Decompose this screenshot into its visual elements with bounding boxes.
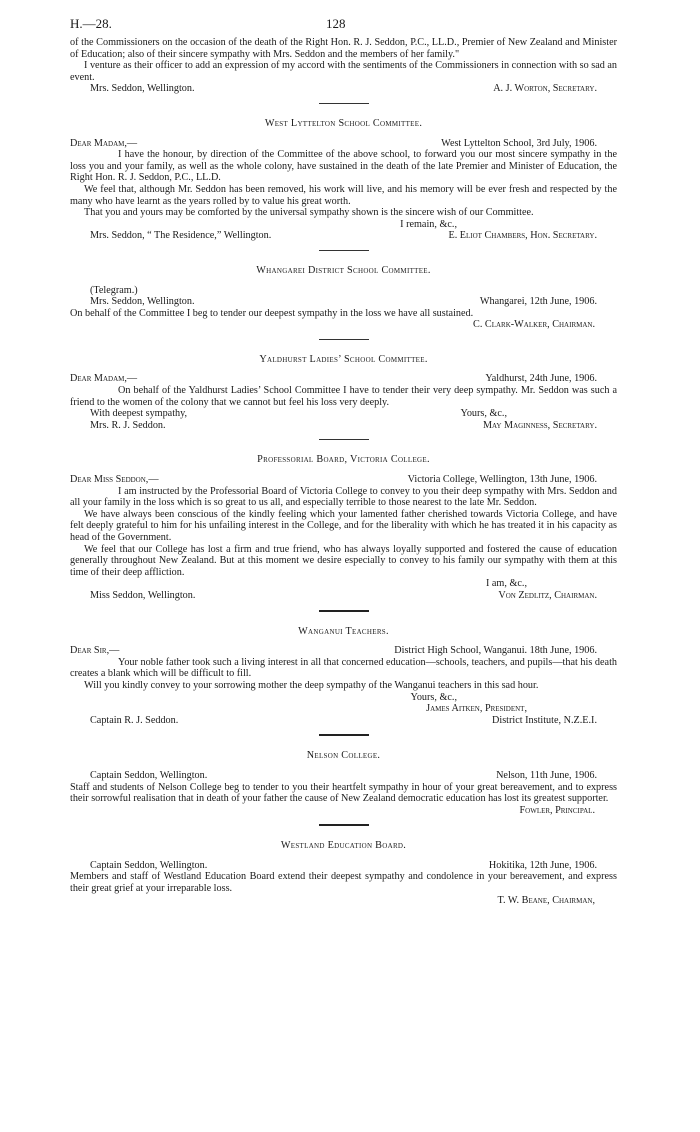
- letter-paragraph: Will you kindly convey to your sorrowing mother the deep sympathy of the Wanganui teachers in this sad hour.: [84, 679, 539, 691]
- letter-paragraph: We have always been conscious of the kindly feeling which your lamented father cherished towards Victoria College, and have felt deeply grateful to him for his unfailing interest in the College, and for the liberality with which he has treated it in his capacity as head of the Government.: [70, 508, 617, 543]
- addressee: Captain Seddon, Wellington.: [90, 769, 208, 781]
- page-body: [70, 37, 617, 906]
- address-row: [70, 296, 617, 308]
- place-date: Yaldhurst, 24th June, 1906.: [485, 373, 597, 385]
- signature: May Maginness, Secretary.: [482, 419, 597, 431]
- whangarei-section: [70, 265, 617, 340]
- page-number: 128: [326, 16, 346, 31]
- section-divider: [319, 250, 369, 251]
- with-sympathy: With deepest sympathy,: [90, 408, 188, 420]
- section-title: Yaldhurst Ladies’ School Committee.: [259, 353, 428, 365]
- nelson-section: [70, 750, 617, 826]
- letter-paragraph: On behalf of the Committee I beg to tender our deepest sympathy in the loss we have all sustained.: [70, 307, 474, 319]
- closing-row: [70, 408, 617, 420]
- letter-paragraph: Staff and students of Nelson College beg to tender to you their heartfelt sympathy in hour of your great bereavement, and to express their sorrowful realisation that in death of your father the cause of New Zealand democratic education has lost its greatest supporter.: [70, 781, 617, 805]
- intro-paragraph-2: I venture as their officer to add an expression of my accord with the sentiments of the Commissioners in connection with so sad an event.: [70, 60, 617, 83]
- intro-signature: A. J. Worton, Secretary.: [493, 83, 597, 95]
- page-header-ref: H.—28.: [70, 16, 112, 31]
- salutation-row: [70, 474, 617, 486]
- section-divider: [319, 610, 369, 612]
- telegram-note: (Telegram.): [90, 284, 138, 296]
- salutation: Dear Madam,—: [70, 373, 138, 385]
- signature-institute: District Institute, N.Z.E.I.: [492, 714, 597, 726]
- letter-paragraph: We feel that our College has lost a firm and true friend, who has always loyally supported and fostered the cause of education generally throughout New Zealand. But at this moment we desire especially to convey to his family our sympathy with them at this time of their deep affliction.: [70, 543, 617, 578]
- signature: T. W. Beane, Chairman,: [497, 894, 595, 906]
- signature: Fowler, Principal.: [519, 804, 595, 816]
- section-divider: [319, 439, 369, 440]
- address-row: [70, 770, 617, 782]
- closing: Yours, &c.,: [460, 408, 507, 420]
- closing: Yours, &c.,: [410, 691, 457, 703]
- sign-row: [70, 420, 617, 432]
- section-title: Nelson College.: [306, 750, 381, 762]
- addressee: Captain Seddon, Wellington.: [90, 859, 208, 871]
- letter-paragraph: On behalf of the Yaldhurst Ladies’ School Committee I have to tender their very deep sympathy. Mr. Seddon was such a friend to the women of the colony that we cannot but feel his loss very deeply.: [70, 385, 617, 408]
- salutation-row: [70, 645, 617, 657]
- place-date: Whangarei, 12th June, 1906.: [479, 296, 597, 308]
- intro-section: [70, 37, 617, 104]
- victoria-section: [70, 454, 617, 611]
- closing-row: [70, 692, 617, 704]
- address-row: [70, 860, 617, 872]
- salutation: Dear Sir,—: [70, 645, 120, 657]
- letter-paragraph: Your noble father took such a living interest in all that concerned education—schools, teachers, and pupils—that his death creates a blank which will be difficult to fill.: [70, 656, 617, 680]
- letter-paragraph: Members and staff of Westland Education Board extend their deepest sympathy and condolence in your bereavement, and express their great grief at your irreparable loss.: [70, 871, 617, 895]
- west-lyttelton-section: [70, 118, 617, 251]
- section-title: West Lyttelton School Committee.: [264, 117, 423, 129]
- intro-paragraph-1: of the Commissioners on the occasion of the death of the Right Hon. R. J. Seddon, P.C., LL.D., Premier of New Zealand and Minister of Education; also of their sincere sympathy with Mrs. Seddon and the members of her family.": [70, 37, 617, 60]
- section-title: Wanganui Teachers.: [298, 625, 389, 637]
- yaldhurst-section: [70, 354, 617, 441]
- signature: E. Eliot Chambers, Hon. Secretary.: [448, 230, 597, 242]
- place-date: Victoria College, Wellington, 13th June, 1906.: [407, 474, 597, 486]
- addressee: Miss Seddon, Wellington.: [90, 589, 196, 601]
- addressee: Mrs. R. J. Seddon.: [90, 419, 166, 431]
- section-title: Whangarei District School Committee.: [256, 264, 431, 276]
- westland-section: [70, 840, 617, 906]
- signature: C. Clark-Walker, Chairman.: [473, 319, 595, 331]
- sign-row-1: [70, 703, 617, 715]
- salutation: Dear Miss Seddon,—: [70, 474, 159, 486]
- closing-row: [70, 578, 617, 590]
- addressee: Captain R. J. Seddon.: [90, 714, 179, 726]
- letter-paragraph: We feel that, although Mr. Seddon has been removed, his work will live, and his memory will be ever fresh and respected by the many who have learnt as the years rolled by to value his great worth.: [70, 183, 617, 207]
- place-date: West Lyttelton School, 3rd July, 1906.: [441, 137, 597, 149]
- salutation-row: [70, 138, 617, 150]
- section-divider: [319, 339, 369, 340]
- intro-addressee: Mrs. Seddon, Wellington.: [90, 83, 195, 95]
- closing: I am, &c.,: [485, 578, 527, 590]
- letter-paragraph: I have the honour, by direction of the Committee of the above school, to forward you our most sincere sympathy in the loss you and your family, as well as the whole colony, have sustained in the death of the late Premier and Minister of Education, the Right Hon. R. J. Seddon, P.C., LL.D.: [70, 149, 617, 184]
- section-divider: [319, 734, 369, 736]
- salutation-row: [70, 373, 617, 385]
- letter-paragraph: That you and yours may be comforted by the universal sympathy shown is the sincere wish of our Committee.: [84, 207, 534, 219]
- place-date: District High School, Wanganui. 18th June, 1906.: [394, 645, 597, 657]
- wanganui-section: [70, 626, 617, 737]
- letter-paragraph: I am instructed by the Professorial Board of Victoria College to convey to you their deep sympathy with Mrs. Seddon and all your family in the loss which is so great to us all, and especially terrible to those nearest to the late Mr. Seddon.: [70, 485, 617, 509]
- salutation: Dear Madam,—: [70, 137, 138, 149]
- place-date: Hokitika, 12th June, 1906.: [488, 859, 597, 871]
- signature-president: James Aitken, President,: [426, 703, 527, 715]
- section-title: Westland Education Board.: [280, 840, 407, 852]
- sign-row: [70, 590, 617, 602]
- section-title: Professorial Board, Victoria College.: [257, 454, 430, 466]
- sign-row-2: [70, 715, 617, 727]
- addressee: Mrs. Seddon, Wellington.: [90, 296, 195, 308]
- closing: I remain, &c.,: [400, 218, 457, 230]
- section-divider: [319, 824, 369, 826]
- section-divider: [319, 103, 369, 104]
- signature: Von Zedlitz, Chairman.: [498, 589, 597, 601]
- sign-row: [70, 230, 617, 242]
- addressee: Mrs. Seddon, “ The Residence,” Wellington.: [90, 230, 272, 242]
- place-date: Nelson, 11th June, 1906.: [496, 769, 597, 781]
- intro-sign-row: [70, 83, 617, 95]
- closing-row: [70, 219, 617, 231]
